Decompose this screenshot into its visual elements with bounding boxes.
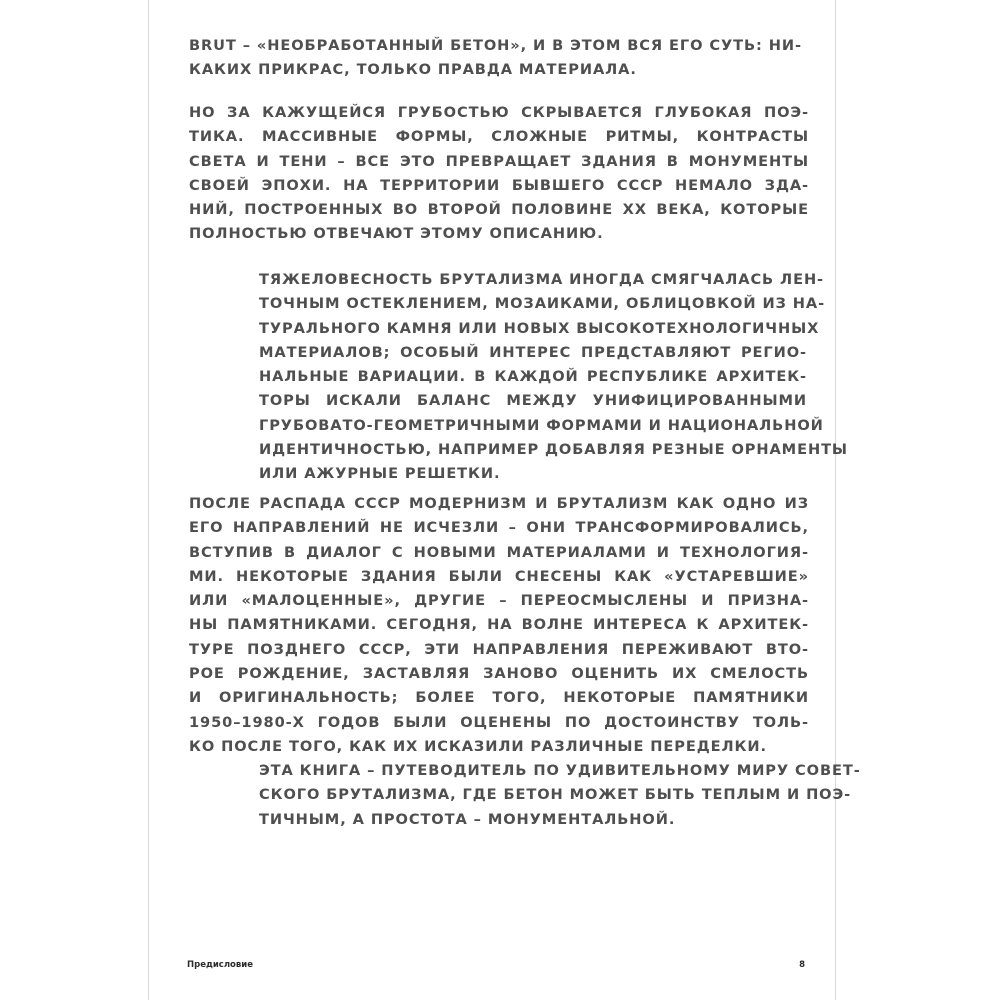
text-line: МИ. НЕКОТОРЫЕ ЗДАНИЯ БЫЛИ СНЕСЕНЫ КАК «УСТАРЕВШИЕ» bbox=[189, 567, 809, 585]
text-line: ТОЧНЫМ ОСТЕКЛЕНИЕМ, МОЗАИКАМИ, ОБЛИЦОВКОЙ ИЗ НА- bbox=[259, 295, 826, 313]
text-line: НО ЗА КАЖУЩЕЙСЯ ГРУБОСТЬЮ СКРЫВАЕТСЯ ГЛУБОКАЯ ПОЭ- bbox=[189, 104, 809, 121]
paragraph-brut-definition bbox=[189, 34, 802, 83]
book-page bbox=[148, 0, 861, 1000]
text-line: ТИЧНЫМ, А ПРОСТОТА – МОНУМЕНТАЛЬНОЙ. bbox=[259, 810, 676, 828]
paragraph-regional-variations bbox=[259, 268, 848, 487]
text-line: ВСТУПИВ В ДИАЛОГ С НОВЫМИ МАТЕРИАЛАМИ И ТЕХНОЛОГИЯ- bbox=[189, 543, 809, 561]
text-line: ИДЕНТИЧНОСТЬЮ, НАПРИМЕР ДОБАВЛЯЯ РЕЗНЫЕ ОРНАМЕНТЫ bbox=[259, 441, 848, 459]
text-line: ТУРАЛЬНОГО КАМНЯ ИЛИ НОВЫХ ВЫСОКОТЕХНОЛОГИЧНЫХ bbox=[259, 319, 820, 337]
text-line: ПОЛНОСТЬЮ ОТВЕЧАЮТ ЭТОМУ ОПИСАНИЮ. bbox=[189, 225, 604, 243]
text-line: РОЕ РОЖДЕНИЕ, ЗАСТАВЛЯЯ ЗАНОВО ОЦЕНИТЬ ИХ СМЕЛОСТЬ bbox=[189, 665, 809, 683]
text-line: СКОГО БРУТАЛИЗМА, ГДЕ БЕТОН МОЖЕТ БЫТЬ ТЕПЛЫМ И ПОЭ- bbox=[259, 786, 852, 804]
text-line: ТИКА. МАССИВНЫЕ ФОРМЫ, СЛОЖНЫЕ РИТМЫ, КОНТРАСТЫ bbox=[189, 128, 809, 146]
text-line: ЭТА КНИГА – ПУТЕВОДИТЕЛЬ ПО УДИВИТЕЛЬНОМУ МИРУ СОВЕТ- bbox=[259, 762, 861, 779]
text-line: КАКИХ ПРИКРАС, ТОЛЬКО ПРАВДА МАТЕРИАЛА. bbox=[189, 61, 637, 79]
text-line: ТЯЖЕЛОВЕСНОСТЬ БРУТАЛИЗМА ИНОГДА СМЯГЧАЛАСЬ ЛЕН- bbox=[259, 271, 825, 288]
text-line: СВЕТА И ТЕНИ – ВСЕ ЭТО ПРЕВРАЩАЕТ ЗДАНИЯ В МОНУМЕНТЫ bbox=[189, 152, 809, 170]
text-line: ИЛИ «МАЛОЦЕННЫЕ», ДРУГИЕ – ПЕРЕОСМЫСЛЕНЫ И ПРИЗНА- bbox=[189, 592, 809, 610]
text-line: КО ПОСЛЕ ТОГО, КАК ИХ ИСКАЗИЛИ РАЗЛИЧНЫЕ ПЕРЕДЕЛКИ. bbox=[189, 737, 767, 755]
text-line: 1950–1980-Х ГОДОВ БЫЛИ ОЦЕНЕНЫ ПО ДОСТОИНСТВУ ТОЛЬ- bbox=[189, 713, 809, 731]
text-line: НИЙ, ПОСТРОЕННЫХ ВО ВТОРОЙ ПОЛОВИНЕ XX ВЕКА, КОТОРЫЕ bbox=[189, 201, 809, 219]
text-line: И ОРИГИНАЛЬНОСТЬ; БОЛЕЕ ТОГО, НЕКОТОРЫЕ ПАМЯТНИКИ bbox=[189, 689, 809, 707]
text-line: СВОЕЙ ЭПОХИ. НА ТЕРРИТОРИИ БЫВШЕГО СССР НЕМАЛО ЗДА- bbox=[189, 176, 809, 194]
text-line: ТОРЫ ИСКАЛИ БАЛАНС МЕЖДУ УНИФИЦИРОВАННЫМИ bbox=[259, 392, 807, 410]
footer-section-title: Предисловие bbox=[187, 960, 253, 970]
text-line: BRUT – «НЕОБРАБОТАННЫЙ БЕТОН», И В ЭТОМ ВСЯ ЕГО СУТЬ: НИ- bbox=[189, 37, 802, 54]
text-line: ИЛИ АЖУРНЫЕ РЕШЕТКИ. bbox=[259, 465, 501, 483]
footer-page-number: 8 bbox=[799, 960, 805, 970]
paragraph-poetics bbox=[189, 101, 809, 247]
text-line: НАЛЬНЫЕ ВАРИАЦИИ. В КАЖДОЙ РЕСПУБЛИКЕ АРХИТЕК- bbox=[259, 368, 807, 386]
text-line: ГРУБОВАТО-ГЕОМЕТРИЧНЫМИ ФОРМАМИ И НАЦИОНАЛЬНОЙ bbox=[259, 416, 824, 434]
text-line: ПОСЛЕ РАСПАДА СССР МОДЕРНИЗМ И БРУТАЛИЗМ КАК ОДНО ИЗ bbox=[189, 495, 809, 512]
paragraph-after-ussr bbox=[189, 492, 809, 759]
text-line: ЕГО НАПРАВЛЕНИЙ НЕ ИСЧЕЗЛИ – ОНИ ТРАНСФОРМИРОВАЛИСЬ, bbox=[189, 519, 809, 537]
text-line: НЫ ПАМЯТНИКАМИ. СЕГОДНЯ, НА ВОЛНЕ ИНТЕРЕСА К АРХИТЕК- bbox=[189, 616, 809, 634]
text-line: МАТЕРИАЛОВ; ОСОБЫЙ ИНТЕРЕС ПРЕДСТАВЛЯЮТ РЕГИО- bbox=[259, 343, 807, 361]
text-line: ТУРЕ ПОЗДНЕГО СССР, ЭТИ НАПРАВЛЕНИЯ ПЕРЕЖИВАЮТ ВТО- bbox=[189, 640, 809, 658]
paragraph-book-intro bbox=[259, 759, 861, 832]
